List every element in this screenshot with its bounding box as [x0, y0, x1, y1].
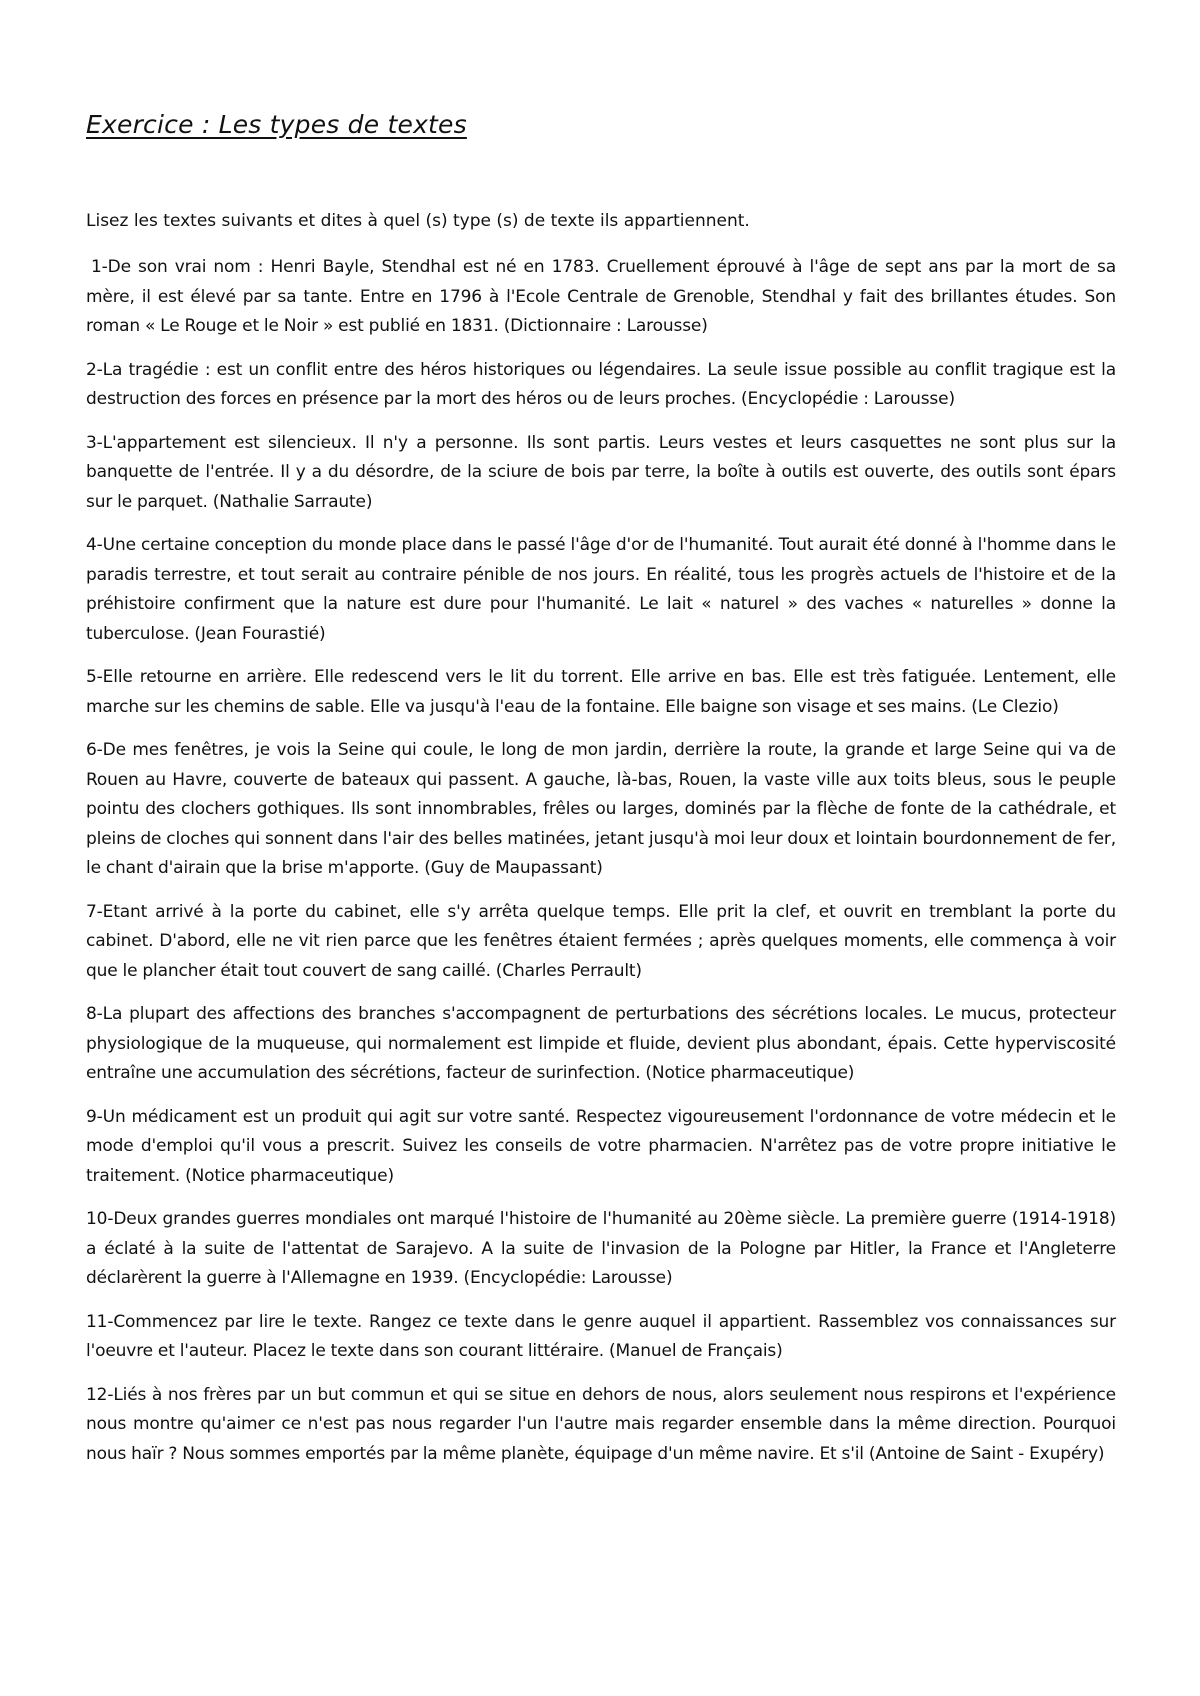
text-item-7: 7-Etant arrivé à la porte du cabinet, elle s'y arrêta quelque temps. Elle prit la clef, et ouvrit en tremblant la porte du cabinet. D'abord, elle ne vit rien parce que les fenêtres étaient fermées ; après quelques moments, elle commença à voir que le plancher était tout couvert de sang caillé. (Charles Perrault)	[86, 901, 1116, 981]
text-item-10: 10-Deux grandes guerres mondiales ont marqué l'histoire de l'humanité au 20ème siècle. La première guerre (1914-1918) a éclaté à la suite de l'attentat de Sarajevo. A la suite de l'invasion de la Pologne par Hitler, la France et l'Angleterre déclarèrent la guerre à l'Allemagne en 1939. (Encyclopédie: Larousse)	[86, 1209, 1116, 1288]
text-item-2: 2-La tragédie : est un conflit entre des héros historiques ou légendaires. La seule issue possible au conflit tragique est la destruction des forces en présence par la mort des héros ou de leurs proches. (Encyclopédie : Larousse)	[86, 359, 1116, 409]
text-item-4: 4-Une certaine conception du monde place dans le passé l'âge d'or de l'humanité. Tout aurait été donné à l'homme dans le paradis terrestre, et tout serait au contraire pénible de nos jours. En réalité, tous les progrès actuels de l'histoire et de la préhistoire confirment que la nature est dure pour l'humanité. Le lait « naturel » des vaches « naturelles » donne la tuberculose. (Jean Fourastié)	[86, 535, 1116, 644]
exercise-instruction: Lisez les textes suivants et dites à quel (s) type (s) de texte ils appartiennent.	[86, 211, 750, 231]
exercise-title: Exercice : Les types de textes	[86, 110, 467, 139]
text-item-8: 8-La plupart des affections des branches s'accompagnent de perturbations des sécrétions locales. Le mucus, protecteur physiologique de la muqueuse, qui normalement est limpide et fluide, devient plus abondant, épais. Cette hyperviscosité entraîne une accumulation des sécrétions, facteur de surinfection. (Notice pharmaceutique)	[86, 1004, 1116, 1083]
text-item-12: 12-Liés à nos frères par un but commun et qui se situe en dehors de nous, alors seulement nous respirons et l'expérience nous montre qu'aimer ce n'est pas nous regarder l'un l'autre mais regarder ensemble dans la même direction. Pourquoi nous haïr ? Nous sommes emportés par la même planète, équipage d'un même navire. Et s'il (Antoine de Saint - Exupéry)	[86, 1384, 1116, 1464]
text-item-6: 6-De mes fenêtres, je vois la Seine qui coule, le long de mon jardin, derrière la route, la grande et large Seine qui va de Rouen au Havre, couverte de bateaux qui passent. A gauche, là-bas, Rouen, la vaste ville aux toits bleus, sous le peuple pointu des clochers gothiques. Ils sont innombrables, frêles ou larges, dominés par la flèche de fonte de la cathédrale, et pleins de cloches qui sonnent dans l'air des belles matinées, jetant jusqu'à moi leur doux et lointain bourdonnement de fer, le chant d'airain que la brise m'apporte. (Guy de Maupassant)	[86, 740, 1116, 878]
text-item-11: 11-Commencez par lire le texte. Rangez ce texte dans le genre auquel il appartient. Rassemblez vos connaissances sur l'oeuvre et l'auteur. Placez le texte dans son courant littéraire. (Manuel de Français)	[86, 1311, 1116, 1361]
text-item-5: 5-Elle retourne en arrière. Elle redescend vers le lit du torrent. Elle arrive en bas. Elle est très fatiguée. Lentement, elle marche sur les chemins de sable. Elle va jusqu'à l'eau de la fontaine. Elle baigne son visage et ses mains. (Le Clezio)	[86, 667, 1116, 717]
text-item-9: 9-Un médicament est un produit qui agit sur votre santé. Respectez vigoureusement l'ordonnance de votre médecin et le mode d'emploi qu'il vous a prescrit. Suivez les conseils de votre pharmacien. N'arrêtez pas de votre propre initiative le traitement. (Notice pharmaceutique)	[86, 1106, 1116, 1186]
text-list	[86, 253, 1116, 1483]
text-item-1: 1-De son vrai nom : Henri Bayle, Stendhal est né en 1783. Cruellement éprouvé à l'âge de sept ans par la mort de sa mère, il est élevé par sa tante. Entre en 1796 à l'Ecole Centrale de Grenoble, Stendhal y fait des brillantes études. Son roman « Le Rouge et le Noir » est publié en 1831. (Dictionnaire : Larousse)	[86, 257, 1116, 336]
text-item-3: 3-L'appartement est silencieux. Il n'y a personne. Ils sont partis. Leurs vestes et leurs casquettes ne sont plus sur la banquette de l'entrée. Il y a du désordre, de la sciure de bois par terre, la boîte à outils est ouverte, des outils sont épars sur le parquet. (Nathalie Sarraute)	[86, 432, 1116, 512]
